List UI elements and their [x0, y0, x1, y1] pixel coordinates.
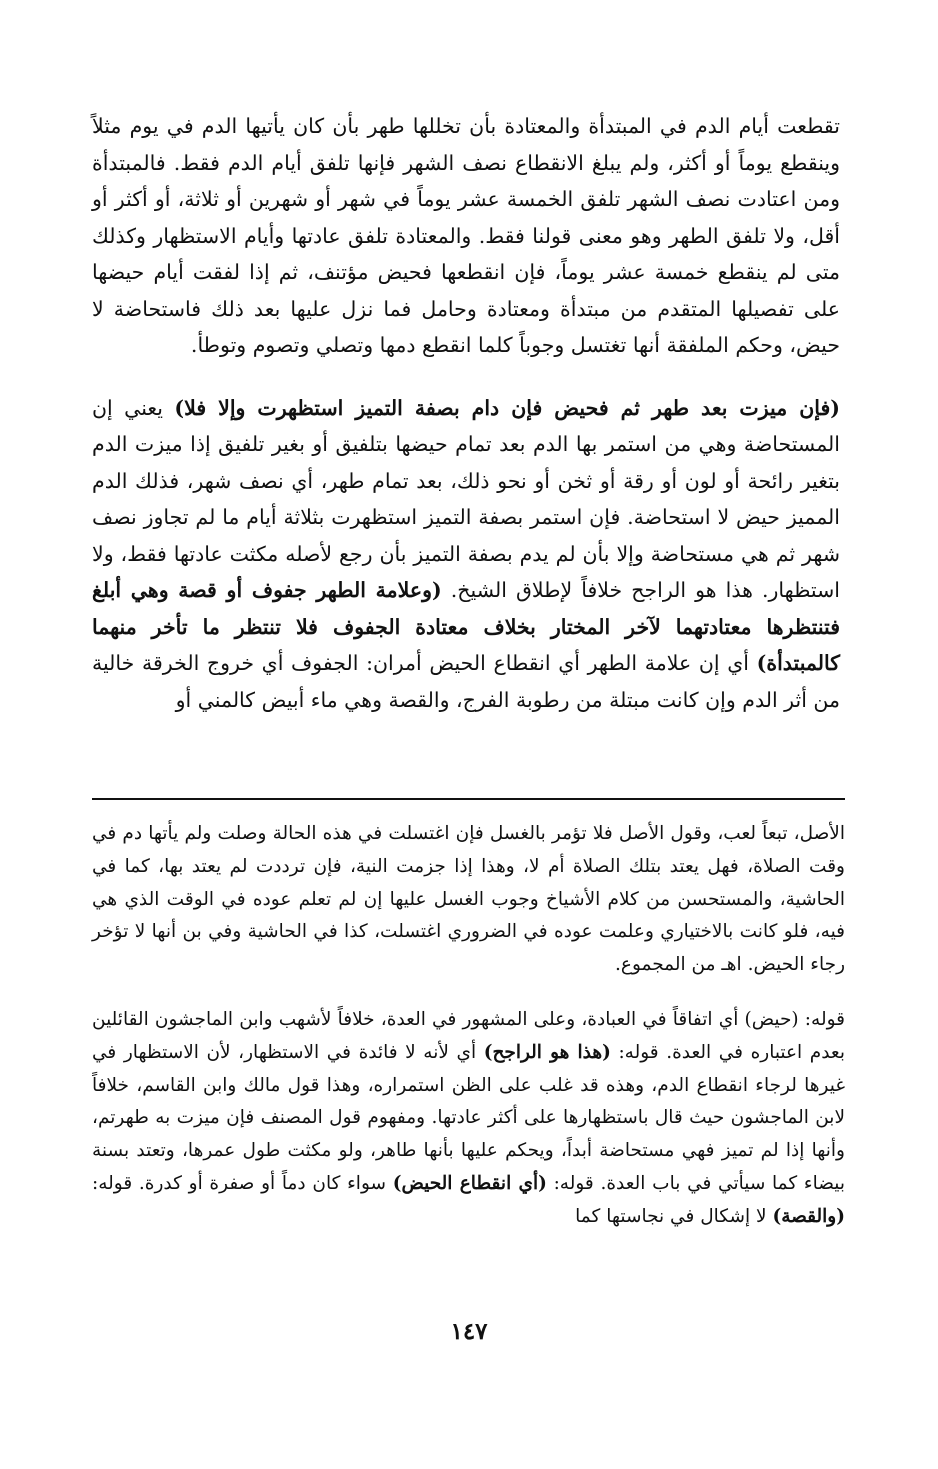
- matn-quote-1: (فإن ميزت بعد طهر ثم فحيض فإن دام بصفة التميز استظهرت وإلا فلا): [174, 395, 840, 420]
- footnote-quote-1: (هذا هو الراجح): [483, 1041, 611, 1063]
- footnote-quote-3: (والقصة): [772, 1205, 845, 1227]
- footnote-text-2: أي لأنه لا فائدة في الاستظهار، لأن الاستظهار في غيرها لرجاء انقطاع الدم، وهذه قد غلب على الظن استمراره، وهذا قول مالك وابن القاسم، خلافاً لابن الماجشون حيث قال باستظهارها على أكثر عادتها. ومفهوم قول المصنف فإن ميزت به طهرتم، وأنها إذا لم تميز فهي مستحاضة أبداً، ويحكم عليها بأنها طاهر، ولو مكثت طول عمرها، وتعتد بسنة بيضاء كما سيأتي في باب العدة. قوله:: [92, 1041, 845, 1194]
- footnote-quote-2: (أي انقطاع الحيض): [392, 1172, 547, 1194]
- page-number: ١٤٧: [450, 1318, 488, 1345]
- main-paragraph-1: تقطعت أيام الدم في المبتدأة والمعتادة بأن تخللها طهر بأن كان يأتيها الدم في يوم مثلاً وينقطع يوماً أو أكثر، ولم يبلغ الانقطاع نصف الشهر فإنها تلفق أيام الدم فقط. فالمبتدأة ومن اعتادت نصف الشهر تلفق الخمسة عشر يوماً في شهر أو شهرين أو ثلاثة، أو أكثر أو أقل، ولا تلفق الطهر وهو معنى قولنا فقط. والمعتادة تلفق عادتها وأيام الاستظهار وكذلك متى لم ينقطع خمسة عشر يوماً، فإن انقطعها فحيض مؤتنف، ثم إذا لفقت أيام حيضها على تفصيلها المتقدم من مبتدأة ومعتادة وحامل فما نزل عليها بعد ذلك فاستحاضة لا حيض، وحكم الملفقة أنها تغتسل وجوباً كلما انقطع دمها وتصلي وتصوم وتوطأ.: [92, 114, 840, 357]
- main-paragraph-2: [92, 390, 840, 719]
- main-text: [92, 108, 840, 718]
- footnote-paragraph-2: [92, 1004, 845, 1234]
- commentary-text-1: يعني إن المستحاضة وهي من استمر بها الدم بعد تمام حيضها بتلفيق أو بغير تلفيق إذا ميزت الدم بتغير رائحة أو لون أو رقة أو ثخن أو نحو ذلك، بعد تمام طهر، أي نصف شهر، فذلك الدم المميز حيض لا استحاضة. فإن استمر بصفة التميز استظهرت بثلاثة أيام ما لم تجاوز نصف شهر ثم هي مستحاضة وإلا بأن لم يدم بصفة التميز بأن رجع لأصله مكثت عادتها فقط، ولا استظهار. هذا هو الراجح خلافاً لإطلاق الشيخ.: [92, 395, 840, 602]
- footnote-paragraph-1: الأصل، تبعاً لعب، وقول الأصل فلا تؤمر بالغسل فإن اغتسلت في هذه الحالة وصلت ولم يأتها دم في وقت الصلاة، فهل يعتد بتلك الصلاة أم لا، وهذا إذا جزمت النية، فإن ترددت لم يعتد بها، كما في الحاشية، والمستحسن من كلام الأشياخ وجوب الغسل عليها إن لم تعلم عوده في الوقت الذي هي فيه، فلو كانت بالاختياري وعلمت عوده في الضروري اغتسلت، كذا في الحاشية وفي بن أنها لا تؤخر رجاء الحيض. اهـ من المجموع.: [92, 823, 845, 976]
- footnotes: [92, 818, 845, 1234]
- footnote-text-3: سواء كان دماً أو صفرة أو كدرة. قوله:: [92, 1172, 393, 1194]
- matn-quote-2: (وعلامة الطهر جفوف أو قصة وهي أبلغ فتنتظرها معتادتهما لآخر المختار بخلاف معتادة الجفوف فلا تنتظر ما تأخر منهما كالمبتدأة): [92, 578, 840, 675]
- footnote-separator: [92, 798, 845, 800]
- footnote-text-4: لا إشكال في نجاستها كما: [575, 1205, 773, 1227]
- commentary-text-2: أي إن علامة الطهر أي انقطاع الحيض أمران: الجفوف أي خروج الخرقة خالية من أثر الدم وإن كانت مبتلة من رطوبة الفرج، والقصة وهي ماء أبيض كالمني أو: [92, 651, 840, 712]
- footnote-text-1: قوله: (حيض) أي اتفاقاً في العبادة، وعلى المشهور في العدة، خلافاً لأشهب وابن الماجشون القائلين بعدم اعتباره في العدة. قوله:: [92, 1008, 846, 1063]
